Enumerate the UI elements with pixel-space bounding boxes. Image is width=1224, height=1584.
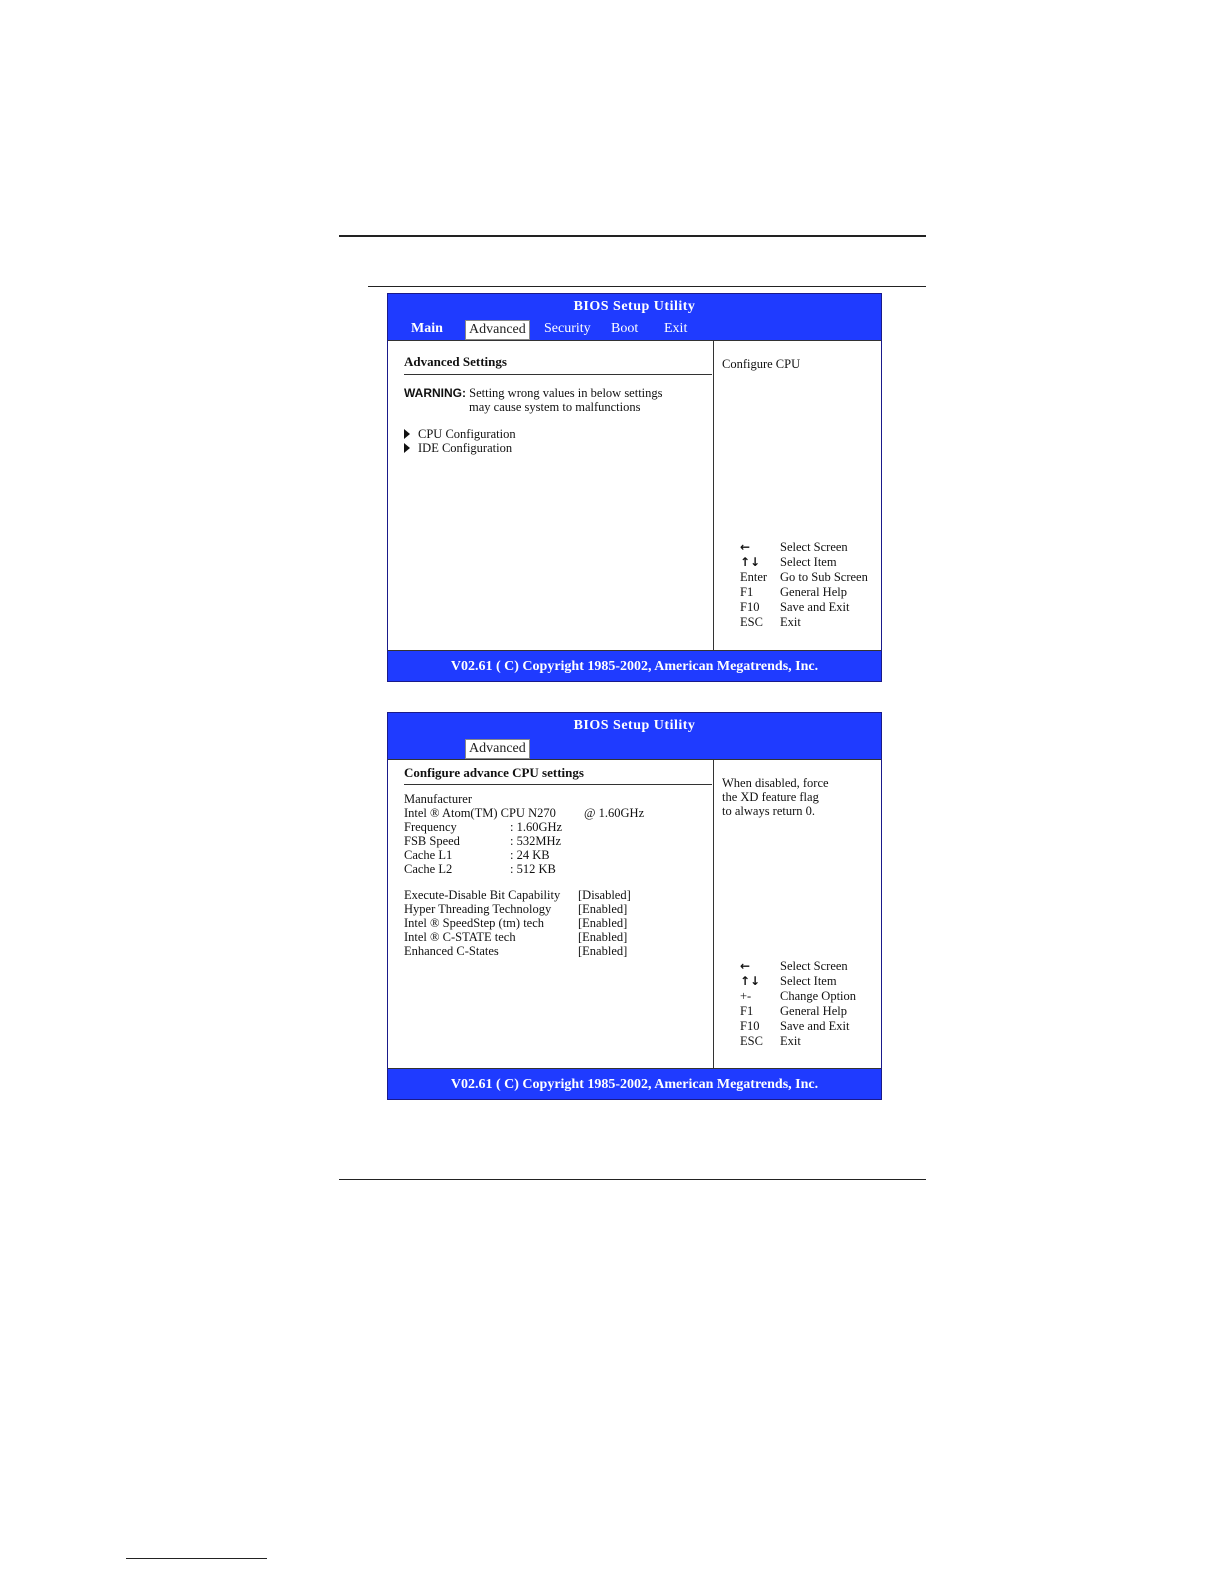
bios-body (388, 759, 881, 1068)
section-title: Advanced Settings (404, 354, 507, 369)
key-desc: Save and Exit (780, 600, 850, 614)
panel-divider (713, 341, 714, 650)
key-desc: Select Screen (780, 540, 848, 554)
option-value[interactable]: [Enabled] (578, 902, 628, 916)
info-value: : 24 KB (510, 848, 550, 862)
warning-line-1 (404, 386, 663, 400)
key-desc: Go to Sub Screen (780, 570, 868, 584)
submenu-cpu-configuration[interactable] (404, 427, 516, 441)
triangle-right-icon (404, 429, 410, 439)
option-row-hyper-threading[interactable] (404, 902, 704, 916)
bios-title: BIOS Setup Utility (388, 294, 881, 318)
bios-body (388, 340, 881, 650)
info-label: Frequency (404, 820, 457, 834)
submenu-ide-configuration[interactable] (404, 441, 512, 455)
key-label: F1 (740, 1004, 754, 1018)
key-label: +- (740, 989, 752, 1003)
key-desc: Save and Exit (780, 1019, 850, 1033)
section-rule (368, 286, 926, 287)
option-label: Hyper Threading Technology (404, 902, 552, 916)
warning-label: WARNING: (404, 386, 466, 400)
key-label: ESC (740, 1034, 763, 1048)
tab-main[interactable]: Main (411, 321, 443, 336)
menu-bar (388, 737, 881, 759)
top-rule (339, 235, 926, 237)
info-label: Cache L2 (404, 862, 453, 876)
info-label: FSB Speed (404, 834, 460, 848)
help-text-1: When disabled, force (722, 776, 829, 790)
left-arrow-icon: ← (740, 959, 751, 973)
info-label: Cache L1 (404, 848, 453, 862)
warning-text-2: may cause system to malfunctions (469, 400, 641, 414)
key-desc: Select Screen (780, 959, 848, 973)
key-label: F10 (740, 600, 760, 614)
key-desc: Exit (780, 1034, 801, 1048)
key-label: F10 (740, 1019, 760, 1033)
help-text: Configure CPU (722, 357, 801, 371)
info-value: : 532MHz (510, 834, 562, 848)
info-row (404, 820, 604, 834)
up-down-arrow-icon: ↑↓ (740, 555, 761, 569)
option-label: Intel ® SpeedStep (tm) tech (404, 916, 545, 930)
key-desc: Change Option (780, 989, 857, 1003)
option-label: Intel ® C-STATE tech (404, 930, 516, 944)
key-desc: General Help (780, 1004, 847, 1018)
footnote-rule (126, 1558, 267, 1559)
up-down-arrow-icon: ↑↓ (740, 974, 761, 988)
menu-bar (388, 318, 881, 340)
option-list (404, 888, 704, 958)
option-label: Execute-Disable Bit Capability (404, 888, 561, 902)
option-value[interactable]: [Disabled] (578, 888, 631, 902)
key-desc: General Help (780, 585, 847, 599)
info-row (404, 848, 604, 862)
key-desc: Select Item (780, 555, 837, 569)
key-label: ESC (740, 615, 763, 629)
tab-boot[interactable]: Boot (611, 321, 639, 336)
info-row (404, 862, 604, 876)
option-value[interactable]: [Enabled] (578, 930, 628, 944)
manufacturer-label: Manufacturer (404, 792, 473, 806)
submenu-label: IDE Configuration (418, 441, 513, 455)
option-label: Enhanced C-States (404, 944, 499, 958)
tab-advanced[interactable]: Advanced (465, 320, 530, 340)
bios-footer: V02.61 ( C) Copyright 1985-2002, American Megatrends, Inc. (388, 1068, 881, 1099)
tab-advanced[interactable]: Advanced (465, 739, 530, 759)
info-row (404, 834, 604, 848)
cpu-speed: @ 1.60GHz (584, 806, 645, 820)
section-underline (404, 374, 712, 375)
bios-footer: V02.61 ( C) Copyright 1985-2002, American Megatrends, Inc. (388, 650, 881, 681)
section-title: Configure advance CPU settings (404, 765, 584, 780)
key-label: F1 (740, 585, 754, 599)
warning-text-1: Setting wrong values in below settings (469, 386, 663, 400)
option-row-enhanced-c-states[interactable] (404, 944, 704, 958)
option-row-c-state[interactable] (404, 930, 704, 944)
bottom-rule (339, 1179, 926, 1180)
bios-title: BIOS Setup Utility (388, 713, 881, 737)
panel-divider (713, 760, 714, 1068)
option-row-speedstep[interactable] (404, 916, 704, 930)
help-text-3: to always return 0. (722, 804, 816, 818)
key-desc: Select Item (780, 974, 837, 988)
option-value[interactable]: [Enabled] (578, 916, 628, 930)
option-value[interactable]: [Enabled] (578, 944, 628, 958)
info-value: : 1.60GHz (510, 820, 563, 834)
cpu-name: Intel ® Atom(TM) CPU N270 (404, 806, 556, 820)
triangle-right-icon (404, 443, 410, 453)
bios-screen-advanced (387, 293, 882, 682)
key-desc: Exit (780, 615, 801, 629)
bios-screen-cpu-configuration (387, 712, 882, 1100)
help-text-2: the XD feature flag (722, 790, 819, 804)
submenu-label: CPU Configuration (418, 427, 516, 441)
option-row-execute-disable[interactable] (404, 888, 704, 902)
info-value: : 512 KB (510, 862, 556, 876)
left-arrow-icon: ← (740, 540, 751, 554)
tab-exit[interactable]: Exit (664, 321, 688, 336)
key-label: Enter (740, 570, 768, 584)
section-underline (404, 784, 712, 785)
info-list (404, 820, 604, 876)
tab-security[interactable]: Security (544, 321, 591, 336)
